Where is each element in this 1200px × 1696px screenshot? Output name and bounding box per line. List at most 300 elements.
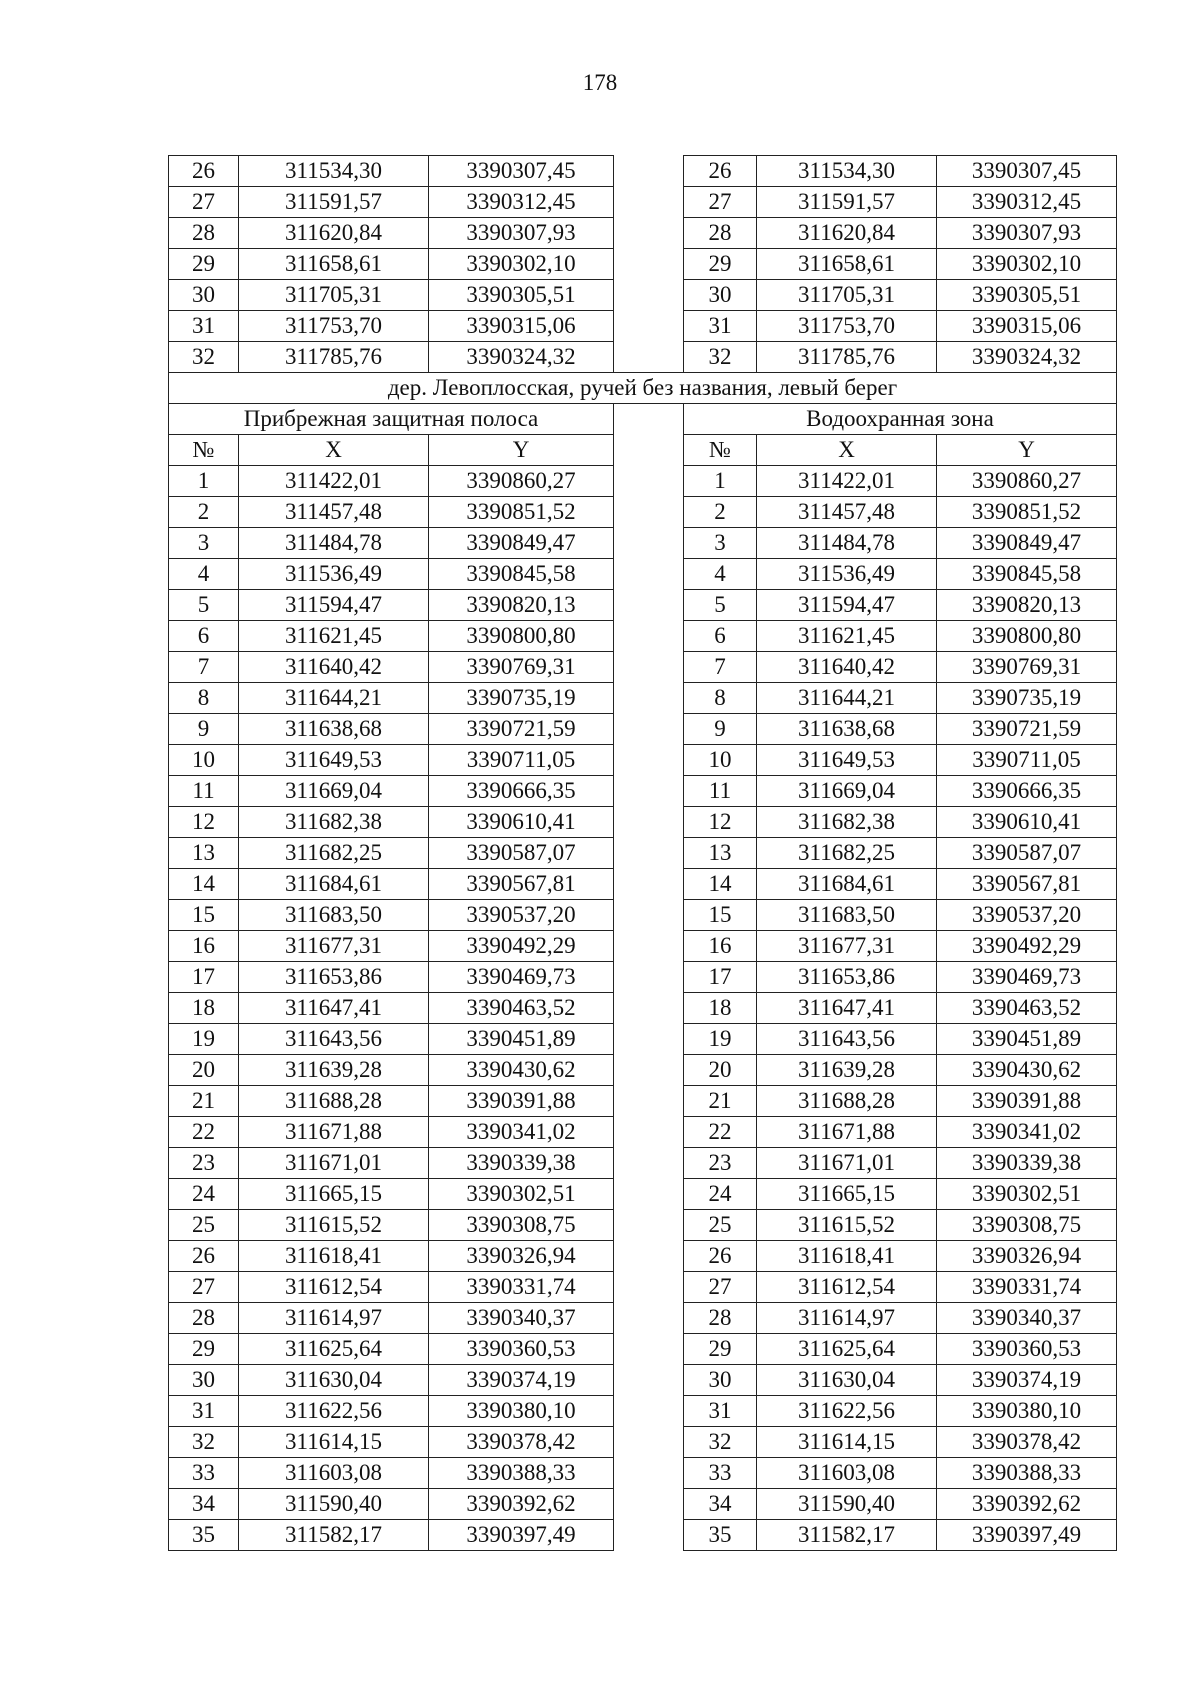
- section-title: дер. Левоплосская, ручей без названия, левый берег: [169, 373, 1117, 404]
- right-point-number: 15: [684, 900, 757, 931]
- right-coord-y: 3390391,88: [937, 1086, 1117, 1117]
- left-coord-x: 311647,41: [239, 993, 429, 1024]
- right-coord-y: 3390397,49: [937, 1520, 1117, 1551]
- right-point-number: 16: [684, 931, 757, 962]
- left-point-number: 16: [169, 931, 239, 962]
- left-point-number: 27: [169, 187, 239, 218]
- right-point-number: 29: [684, 1334, 757, 1365]
- table-row: [169, 218, 1117, 249]
- left-point-number: 35: [169, 1520, 239, 1551]
- column-gap: [614, 342, 684, 373]
- right-coord-x: 311590,40: [757, 1489, 937, 1520]
- left-coord-x: 311536,49: [239, 559, 429, 590]
- left-coord-x: 311753,70: [239, 311, 429, 342]
- left-point-number: 24: [169, 1179, 239, 1210]
- table-row: [169, 993, 1117, 1024]
- right-point-number: 22: [684, 1117, 757, 1148]
- right-coord-y: 3390388,33: [937, 1458, 1117, 1489]
- left-coord-x: 311665,15: [239, 1179, 429, 1210]
- right-coord-x: 311647,41: [757, 993, 937, 1024]
- table-row: [169, 807, 1117, 838]
- section-title-row: [169, 373, 1117, 404]
- right-coord-x: 311665,15: [757, 1179, 937, 1210]
- zone-title-row: [169, 404, 1117, 435]
- column-gap: [614, 1489, 684, 1520]
- right-coord-y: 3390312,45: [937, 187, 1117, 218]
- top-rows-group: [169, 156, 1117, 373]
- right-point-number: 34: [684, 1489, 757, 1520]
- right-point-number: 4: [684, 559, 757, 590]
- table-row: [169, 311, 1117, 342]
- left-point-number: 3: [169, 528, 239, 559]
- table-row: [169, 559, 1117, 590]
- column-gap: [614, 869, 684, 900]
- column-gap: [614, 1055, 684, 1086]
- right-coord-x: 311640,42: [757, 652, 937, 683]
- table-row: [169, 187, 1117, 218]
- right-col-y-header: Y: [937, 435, 1117, 466]
- column-gap: [614, 404, 684, 435]
- column-gap: [614, 1086, 684, 1117]
- right-coord-y: 3390326,94: [937, 1241, 1117, 1272]
- column-gap: [614, 218, 684, 249]
- column-gap: [614, 1458, 684, 1489]
- left-coord-y: 3390587,07: [429, 838, 614, 869]
- coordinates-table: [168, 155, 1117, 1551]
- table-row: [169, 1241, 1117, 1272]
- right-coord-y: 3390380,10: [937, 1396, 1117, 1427]
- right-point-number: 11: [684, 776, 757, 807]
- column-gap: [614, 1427, 684, 1458]
- left-point-number: 9: [169, 714, 239, 745]
- left-coord-x: 311594,47: [239, 590, 429, 621]
- left-point-number: 18: [169, 993, 239, 1024]
- left-zone-title: Прибрежная защитная полоса: [169, 404, 614, 435]
- column-gap: [614, 590, 684, 621]
- left-coord-x: 311682,38: [239, 807, 429, 838]
- table-row: [169, 1458, 1117, 1489]
- right-point-number: 31: [684, 311, 757, 342]
- left-coord-y: 3390849,47: [429, 528, 614, 559]
- table-row: [169, 714, 1117, 745]
- right-coord-x: 311677,31: [757, 931, 937, 962]
- right-coord-x: 311614,15: [757, 1427, 937, 1458]
- right-coord-x: 311705,31: [757, 280, 937, 311]
- left-coord-x: 311534,30: [239, 156, 429, 187]
- right-coord-y: 3390492,29: [937, 931, 1117, 962]
- column-gap: [614, 1303, 684, 1334]
- left-coord-y: 3390380,10: [429, 1396, 614, 1427]
- right-coord-x: 311785,76: [757, 342, 937, 373]
- left-coord-y: 3390391,88: [429, 1086, 614, 1117]
- right-coord-y: 3390451,89: [937, 1024, 1117, 1055]
- left-coord-y: 3390340,37: [429, 1303, 614, 1334]
- right-coord-y: 3390537,20: [937, 900, 1117, 931]
- left-point-number: 28: [169, 1303, 239, 1334]
- right-coord-y: 3390340,37: [937, 1303, 1117, 1334]
- right-point-number: 13: [684, 838, 757, 869]
- table-row: [169, 652, 1117, 683]
- left-coord-x: 311614,15: [239, 1427, 429, 1458]
- right-coord-x: 311684,61: [757, 869, 937, 900]
- right-coord-y: 3390430,62: [937, 1055, 1117, 1086]
- right-coord-y: 3390567,81: [937, 869, 1117, 900]
- left-coord-x: 311622,56: [239, 1396, 429, 1427]
- column-gap: [614, 280, 684, 311]
- right-coord-x: 311457,48: [757, 497, 937, 528]
- column-gap: [614, 435, 684, 466]
- right-coord-x: 311682,38: [757, 807, 937, 838]
- right-point-number: 24: [684, 1179, 757, 1210]
- right-point-number: 28: [684, 1303, 757, 1334]
- right-point-number: 26: [684, 156, 757, 187]
- left-coord-y: 3390463,52: [429, 993, 614, 1024]
- right-coord-x: 311639,28: [757, 1055, 937, 1086]
- right-coord-x: 311683,50: [757, 900, 937, 931]
- right-coord-x: 311630,04: [757, 1365, 937, 1396]
- left-point-number: 10: [169, 745, 239, 776]
- right-coord-x: 311671,88: [757, 1117, 937, 1148]
- right-coord-x: 311484,78: [757, 528, 937, 559]
- left-coord-y: 3390769,31: [429, 652, 614, 683]
- left-point-number: 1: [169, 466, 239, 497]
- left-coord-y: 3390302,51: [429, 1179, 614, 1210]
- left-coord-x: 311590,40: [239, 1489, 429, 1520]
- left-point-number: 4: [169, 559, 239, 590]
- right-coord-x: 311671,01: [757, 1148, 937, 1179]
- left-coord-x: 311639,28: [239, 1055, 429, 1086]
- left-point-number: 26: [169, 1241, 239, 1272]
- right-coord-x: 311536,49: [757, 559, 937, 590]
- right-coord-y: 3390341,02: [937, 1117, 1117, 1148]
- left-coord-y: 3390326,94: [429, 1241, 614, 1272]
- right-coord-y: 3390735,19: [937, 683, 1117, 714]
- left-point-number: 29: [169, 1334, 239, 1365]
- right-point-number: 6: [684, 621, 757, 652]
- column-gap: [614, 807, 684, 838]
- left-coord-y: 3390735,19: [429, 683, 614, 714]
- column-gap: [614, 528, 684, 559]
- right-point-number: 35: [684, 1520, 757, 1551]
- left-coord-y: 3390711,05: [429, 745, 614, 776]
- right-coord-y: 3390711,05: [937, 745, 1117, 776]
- right-coord-x: 311620,84: [757, 218, 937, 249]
- column-gap: [614, 652, 684, 683]
- right-coord-y: 3390851,52: [937, 497, 1117, 528]
- left-coord-y: 3390331,74: [429, 1272, 614, 1303]
- table-row: [169, 745, 1117, 776]
- left-coord-x: 311638,68: [239, 714, 429, 745]
- left-coord-x: 311582,17: [239, 1520, 429, 1551]
- right-coord-y: 3390378,42: [937, 1427, 1117, 1458]
- right-coord-y: 3390469,73: [937, 962, 1117, 993]
- right-coord-x: 311591,57: [757, 187, 937, 218]
- left-coord-y: 3390610,41: [429, 807, 614, 838]
- column-gap: [614, 962, 684, 993]
- right-point-number: 18: [684, 993, 757, 1024]
- column-gap: [614, 621, 684, 652]
- column-gap: [614, 714, 684, 745]
- left-coord-x: 311684,61: [239, 869, 429, 900]
- table-row: [169, 249, 1117, 280]
- table-row: [169, 1148, 1117, 1179]
- right-coord-x: 311621,45: [757, 621, 937, 652]
- left-coord-x: 311625,64: [239, 1334, 429, 1365]
- left-coord-x: 311457,48: [239, 497, 429, 528]
- left-coord-y: 3390860,27: [429, 466, 614, 497]
- left-coord-y: 3390388,33: [429, 1458, 614, 1489]
- right-point-number: 25: [684, 1210, 757, 1241]
- column-gap: [614, 156, 684, 187]
- left-coord-y: 3390341,02: [429, 1117, 614, 1148]
- right-coord-x: 311753,70: [757, 311, 937, 342]
- left-coord-x: 311621,45: [239, 621, 429, 652]
- right-coord-x: 311638,68: [757, 714, 937, 745]
- column-gap: [614, 1334, 684, 1365]
- table-row: [169, 497, 1117, 528]
- left-point-number: 12: [169, 807, 239, 838]
- right-coord-y: 3390860,27: [937, 466, 1117, 497]
- left-point-number: 29: [169, 249, 239, 280]
- table-row: [169, 1334, 1117, 1365]
- right-coord-x: 311669,04: [757, 776, 937, 807]
- table-row: [169, 1179, 1117, 1210]
- left-coord-y: 3390374,19: [429, 1365, 614, 1396]
- left-coord-x: 311649,53: [239, 745, 429, 776]
- right-coord-y: 3390374,19: [937, 1365, 1117, 1396]
- right-point-number: 14: [684, 869, 757, 900]
- left-coord-x: 311669,04: [239, 776, 429, 807]
- left-coord-x: 311591,57: [239, 187, 429, 218]
- right-coord-x: 311582,17: [757, 1520, 937, 1551]
- left-point-number: 31: [169, 1396, 239, 1427]
- right-coord-y: 3390392,62: [937, 1489, 1117, 1520]
- column-gap: [614, 776, 684, 807]
- left-coord-y: 3390312,45: [429, 187, 614, 218]
- right-point-number: 28: [684, 218, 757, 249]
- column-gap: [614, 1396, 684, 1427]
- right-coord-y: 3390307,93: [937, 218, 1117, 249]
- left-point-number: 14: [169, 869, 239, 900]
- left-coord-x: 311644,21: [239, 683, 429, 714]
- table-row: [169, 683, 1117, 714]
- right-coord-y: 3390849,47: [937, 528, 1117, 559]
- section-header-group: [169, 373, 1117, 466]
- table-row: [169, 869, 1117, 900]
- table-row: [169, 1365, 1117, 1396]
- right-coord-y: 3390315,06: [937, 311, 1117, 342]
- left-point-number: 11: [169, 776, 239, 807]
- column-gap: [614, 1241, 684, 1272]
- left-coord-x: 311643,56: [239, 1024, 429, 1055]
- left-coord-x: 311682,25: [239, 838, 429, 869]
- right-coord-x: 311644,21: [757, 683, 937, 714]
- left-coord-x: 311620,84: [239, 218, 429, 249]
- left-coord-y: 3390392,62: [429, 1489, 614, 1520]
- right-coord-x: 311594,47: [757, 590, 937, 621]
- table-row: [169, 466, 1117, 497]
- right-point-number: 7: [684, 652, 757, 683]
- right-coord-x: 311658,61: [757, 249, 937, 280]
- left-coord-y: 3390324,32: [429, 342, 614, 373]
- table-row: [169, 776, 1117, 807]
- table-row: [169, 1427, 1117, 1458]
- column-gap: [614, 1520, 684, 1551]
- column-gap: [614, 497, 684, 528]
- left-point-number: 21: [169, 1086, 239, 1117]
- left-point-number: 2: [169, 497, 239, 528]
- table-row: [169, 1086, 1117, 1117]
- right-coord-x: 311612,54: [757, 1272, 937, 1303]
- left-coord-y: 3390307,93: [429, 218, 614, 249]
- left-point-number: 6: [169, 621, 239, 652]
- table-row: [169, 156, 1117, 187]
- right-coord-y: 3390305,51: [937, 280, 1117, 311]
- left-coord-y: 3390302,10: [429, 249, 614, 280]
- left-coord-y: 3390721,59: [429, 714, 614, 745]
- table-row: [169, 838, 1117, 869]
- left-point-number: 30: [169, 1365, 239, 1396]
- column-gap: [614, 1272, 684, 1303]
- right-coord-x: 311643,56: [757, 1024, 937, 1055]
- right-coord-y: 3390610,41: [937, 807, 1117, 838]
- right-point-number: 9: [684, 714, 757, 745]
- left-coord-x: 311705,31: [239, 280, 429, 311]
- left-coord-y: 3390845,58: [429, 559, 614, 590]
- right-coord-y: 3390360,53: [937, 1334, 1117, 1365]
- left-coord-y: 3390492,29: [429, 931, 614, 962]
- right-coord-y: 3390463,52: [937, 993, 1117, 1024]
- left-point-number: 32: [169, 1427, 239, 1458]
- table-row: [169, 528, 1117, 559]
- left-point-number: 34: [169, 1489, 239, 1520]
- column-gap: [614, 900, 684, 931]
- left-coord-y: 3390315,06: [429, 311, 614, 342]
- left-coord-x: 311618,41: [239, 1241, 429, 1272]
- left-point-number: 25: [169, 1210, 239, 1241]
- right-coord-y: 3390800,80: [937, 621, 1117, 652]
- left-point-number: 26: [169, 156, 239, 187]
- column-gap: [614, 993, 684, 1024]
- left-point-number: 32: [169, 342, 239, 373]
- left-coord-x: 311671,01: [239, 1148, 429, 1179]
- left-coord-x: 311683,50: [239, 900, 429, 931]
- column-gap: [614, 311, 684, 342]
- right-point-number: 27: [684, 187, 757, 218]
- left-point-number: 22: [169, 1117, 239, 1148]
- left-col-num-header: №: [169, 435, 239, 466]
- left-coord-x: 311688,28: [239, 1086, 429, 1117]
- left-coord-x: 311603,08: [239, 1458, 429, 1489]
- table-row: [169, 931, 1117, 962]
- table-row: [169, 1055, 1117, 1086]
- table-row: [169, 280, 1117, 311]
- table-row: [169, 1303, 1117, 1334]
- left-coord-x: 311612,54: [239, 1272, 429, 1303]
- left-point-number: 5: [169, 590, 239, 621]
- right-col-num-header: №: [684, 435, 757, 466]
- column-gap: [614, 1024, 684, 1055]
- right-point-number: 19: [684, 1024, 757, 1055]
- left-point-number: 8: [169, 683, 239, 714]
- left-coord-y: 3390451,89: [429, 1024, 614, 1055]
- page-number: 178: [582, 70, 618, 95]
- right-coord-y: 3390302,51: [937, 1179, 1117, 1210]
- right-coord-x: 311653,86: [757, 962, 937, 993]
- column-gap: [614, 931, 684, 962]
- table-row: [169, 1489, 1117, 1520]
- left-coord-x: 311677,31: [239, 931, 429, 962]
- right-coord-y: 3390845,58: [937, 559, 1117, 590]
- right-coord-x: 311534,30: [757, 156, 937, 187]
- column-gap: [614, 187, 684, 218]
- right-point-number: 33: [684, 1458, 757, 1489]
- right-point-number: 21: [684, 1086, 757, 1117]
- right-coord-x: 311622,56: [757, 1396, 937, 1427]
- right-coord-x: 311649,53: [757, 745, 937, 776]
- table-row: [169, 1117, 1117, 1148]
- left-coord-y: 3390360,53: [429, 1334, 614, 1365]
- left-point-number: 28: [169, 218, 239, 249]
- left-coord-x: 311614,97: [239, 1303, 429, 1334]
- left-coord-y: 3390851,52: [429, 497, 614, 528]
- right-coord-y: 3390307,45: [937, 156, 1117, 187]
- left-coord-x: 311640,42: [239, 652, 429, 683]
- right-point-number: 5: [684, 590, 757, 621]
- left-point-number: 20: [169, 1055, 239, 1086]
- right-coord-x: 311618,41: [757, 1241, 937, 1272]
- column-gap: [614, 466, 684, 497]
- table-row: [169, 1272, 1117, 1303]
- left-point-number: 19: [169, 1024, 239, 1055]
- left-coord-x: 311671,88: [239, 1117, 429, 1148]
- right-point-number: 31: [684, 1396, 757, 1427]
- left-coord-y: 3390567,81: [429, 869, 614, 900]
- right-coord-x: 311422,01: [757, 466, 937, 497]
- column-gap: [614, 1210, 684, 1241]
- left-coord-y: 3390339,38: [429, 1148, 614, 1179]
- left-coord-y: 3390378,42: [429, 1427, 614, 1458]
- right-coord-y: 3390666,35: [937, 776, 1117, 807]
- left-coord-y: 3390430,62: [429, 1055, 614, 1086]
- column-gap: [614, 249, 684, 280]
- table-row: [169, 1520, 1117, 1551]
- right-point-number: 30: [684, 1365, 757, 1396]
- right-coord-y: 3390587,07: [937, 838, 1117, 869]
- column-gap: [614, 745, 684, 776]
- right-coord-y: 3390339,38: [937, 1148, 1117, 1179]
- column-gap: [614, 1365, 684, 1396]
- left-coord-x: 311785,76: [239, 342, 429, 373]
- left-point-number: 7: [169, 652, 239, 683]
- right-coord-y: 3390308,75: [937, 1210, 1117, 1241]
- left-point-number: 27: [169, 1272, 239, 1303]
- right-coord-y: 3390721,59: [937, 714, 1117, 745]
- left-coord-y: 3390397,49: [429, 1520, 614, 1551]
- column-header-row: [169, 435, 1117, 466]
- left-col-x-header: X: [239, 435, 429, 466]
- right-col-x-header: X: [757, 435, 937, 466]
- column-gap: [614, 683, 684, 714]
- right-coord-x: 311614,97: [757, 1303, 937, 1334]
- right-coord-x: 311625,64: [757, 1334, 937, 1365]
- right-point-number: 3: [684, 528, 757, 559]
- right-point-number: 12: [684, 807, 757, 838]
- right-point-number: 8: [684, 683, 757, 714]
- left-coord-y: 3390469,73: [429, 962, 614, 993]
- right-coord-y: 3390820,13: [937, 590, 1117, 621]
- table-row: [169, 342, 1117, 373]
